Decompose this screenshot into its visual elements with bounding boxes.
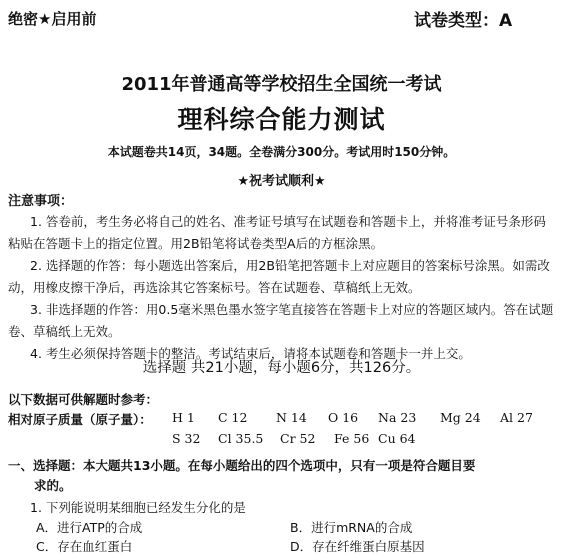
section-heading-cont: 求的。 xyxy=(34,478,72,493)
question-1-option-a: A．进行ATP的合成 xyxy=(36,520,143,535)
question-1-option-b: B．进行mRNA的合成 xyxy=(290,520,413,535)
atomic-mass-label: 相对原子质量（原子量）： xyxy=(8,412,152,427)
atomic-mass-fe: Fe 56 xyxy=(334,431,370,446)
confidential-label: 绝密★启用前 xyxy=(8,10,97,28)
exam-wish: ★祝考试顺利★ xyxy=(237,174,326,189)
atomic-mass-s: S 32 xyxy=(172,431,201,446)
paper-type-label: 试卷类型：A xyxy=(414,11,513,31)
atomic-mass-n: N 14 xyxy=(276,410,307,425)
atomic-mass-cl: Cl 35.5 xyxy=(218,431,264,446)
atomic-mass-c: C 12 xyxy=(218,410,248,425)
question-1-option-c: C．存在血红蛋白 xyxy=(36,539,133,554)
atomic-mass-al: Al 27 xyxy=(500,410,533,425)
atomic-mass-h: H 1 xyxy=(172,410,195,425)
exam-title: 2011年普通高等学校招生全国统一考试 xyxy=(121,74,442,95)
atomic-mass-o: O 16 xyxy=(328,410,359,425)
section-heading: 一、选择题：本大题共13小题。在每小题给出的四个选项中，只有一项是符合题目要 xyxy=(8,458,476,473)
exam-info: 本试题卷共14页，34题。全卷满分300分。考试用时150分钟。 xyxy=(107,145,456,159)
atomic-mass-na: Na 23 xyxy=(378,410,417,425)
note-item-4: 4. 考生必须保持答题卡的整洁。考试结束后，请将本试题卷和答题卡一并上交。 xyxy=(30,346,471,361)
question-1-stem: 1. 下列能说明某细胞已经发生分化的是 xyxy=(30,500,246,515)
atomic-mass-mg: Mg 24 xyxy=(440,410,481,425)
reference-heading: 以下数据可供解题时参考： xyxy=(8,392,159,407)
question-1-option-d: D．存在纤维蛋白原基因 xyxy=(290,539,425,554)
atomic-mass-cu: Cu 64 xyxy=(378,431,416,446)
note-item-3: 3. 非选择题的作答：用0.5毫米黑色墨水签字笔直接答在答题卡上对应的答题区域内。答在试题卷、草稿纸上无效。 xyxy=(8,302,554,339)
note-item-1: 1. 答卷前，考生务必将自己的姓名、准考证号填写在试题卷和答题卡上，并将准考证号条形码粘贴在答题卡上的指定位置。用2B铅笔将试卷类型A后的方框涂黑。 xyxy=(8,214,546,251)
exam-subject-title: 理科综合能力测试 xyxy=(177,105,386,134)
notes-heading: 注意事项： xyxy=(8,194,74,209)
note-item-2: 2. 选择题的作答：每小题选出答案后，用2B铅笔把答题卡上对应题目的答案标号涂黑。如需改动，用橡皮擦干净后，再选涂其它答案标号。答在试题卷、草稿纸上无效。 xyxy=(8,258,550,295)
choice-summary: 选择题 共21小题，每小题6分，共126分。 xyxy=(142,360,421,376)
atomic-mass-cr: Cr 52 xyxy=(280,431,316,446)
